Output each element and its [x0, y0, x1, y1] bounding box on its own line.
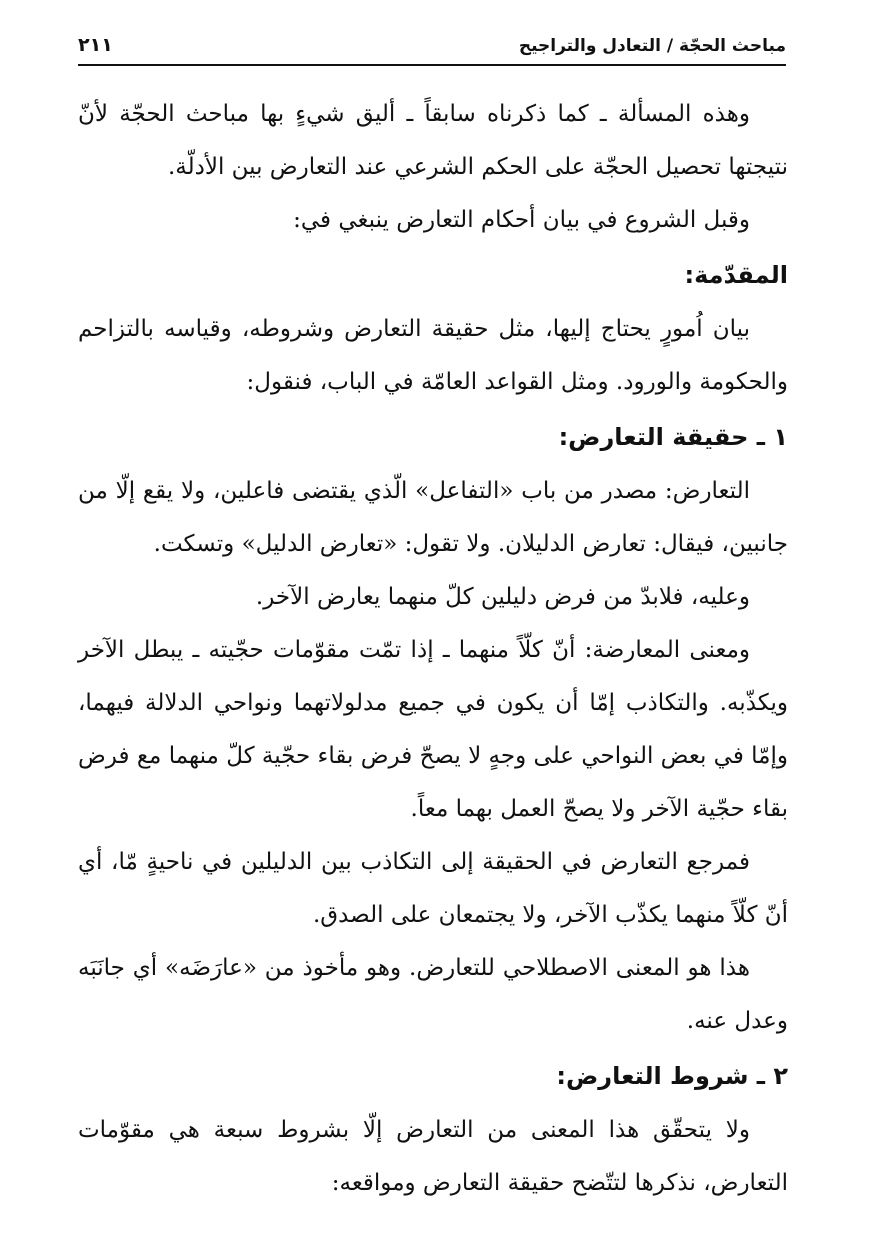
- section-heading-introduction: المقدّمة:: [684, 261, 788, 289]
- paragraph-3: بيان اُمورٍ يحتاج إليها، مثل حقيقة التعارض وشروطه، وقياسه بالتزاحم والحكومة والورود. ومثل القواعد العامّة في الباب، فنقول:: [78, 316, 788, 395]
- paragraph-2: وقبل الشروع في بيان أحكام التعارض ينبغي في:: [293, 207, 750, 233]
- section-heading-1: ١ ـ حقيقة التعارض:: [558, 423, 788, 451]
- paragraph-1: وهذه المسألة ـ كما ذكرناه سابقاً ـ أليق شيءٍ بها مباحث الحجّة لأنّ نتيجتها تحصيل الحجّة على الحكم الشرعي عند التعارض بين الأدلّة.: [78, 101, 788, 180]
- paragraph-5: وعليه، فلابدّ من فرض دليلين كلّ منهما يعارض الآخر.: [255, 584, 750, 610]
- paragraph-9: ولا يتحقّق هذا المعنى من التعارض إلّا بشروط سبعة هي مقوّمات التعارض، نذكرها لتتّضح حقيقة التعارض ومواقعه:: [78, 1117, 788, 1196]
- page-number: ٢١١: [78, 34, 113, 56]
- paragraph-7: فمرجع التعارض في الحقيقة إلى التكاذب بين الدليلين في ناحيةٍ مّا، أي أنّ كلّاً منهما يكذّب الآخر، ولا يجتمعان على الصدق.: [78, 849, 788, 928]
- page-body: [78, 88, 788, 1210]
- section-heading-2: ٢ ـ شروط التعارض:: [556, 1062, 788, 1090]
- paragraph-4: التعارض: مصدر من باب «التفاعل» الّذي يقتضى فاعلين، ولا يقع إلّا من جانبين، فيقال: تعارض الدليلان. ولا تقول: «تعارض الدليل» وتسكت.: [78, 478, 788, 557]
- running-header: [78, 30, 786, 66]
- paragraph-8: هذا هو المعنى الاصطلاحي للتعارض. وهو مأخوذ من «عارَضَه» أي جانَبَه وعدل عنه.: [78, 955, 788, 1034]
- paragraph-6: ومعنى المعارضة: أنّ كلّاً منهما ـ إذا تمّت مقوّمات حجّيته ـ يبطل الآخر ويكذّبه. والتكاذب إمّا أن يكون في جميع مدلولاتهما ونواحي الدلالة فيهما، وإمّا في بعض النواحي على وجهٍ لا يصحّ فرض بقاء حجّية كلّ منهما مع فرض بقاء حجّية الآخر ولا يصحّ العمل بهما معاً.: [78, 637, 788, 822]
- running-header-title: مباحث الحجّة / التعادل والتراجيح: [518, 36, 786, 56]
